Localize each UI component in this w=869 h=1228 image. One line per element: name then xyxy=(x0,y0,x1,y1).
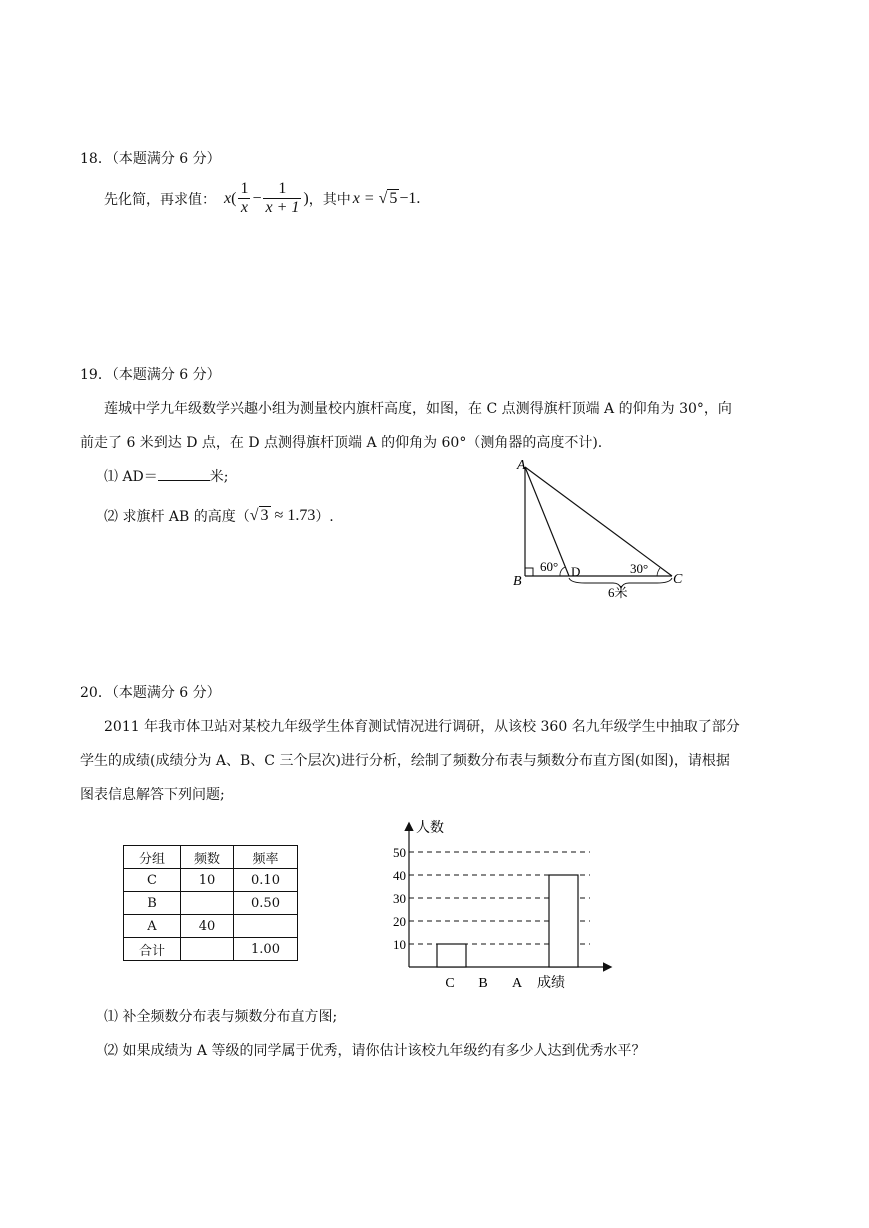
category-label: C xyxy=(445,976,455,991)
frequency-table xyxy=(123,845,298,961)
label-B: B xyxy=(513,574,522,589)
q20-body-line2: 学生的成绩(成绩分为 A、B、C 三个层次)进行分析，绘制了频数分布表与频数分布直方图(如图)，请根据 xyxy=(80,753,730,769)
y-tick-label: 40 xyxy=(393,868,406,883)
q18-sqrt: √ 5 xyxy=(378,189,398,207)
triangle-figure xyxy=(505,455,695,605)
x-axis-label: 成绩 xyxy=(537,976,565,991)
q18-close-paren: ) xyxy=(303,189,309,207)
table-header: 频数 xyxy=(181,846,234,869)
label-A: A xyxy=(517,458,526,473)
q19-part1-suffix: 米; xyxy=(209,469,229,485)
y-tick-label: 20 xyxy=(393,914,406,929)
table-cell: B xyxy=(124,892,181,915)
q19-part2-suffix: ）. xyxy=(315,509,334,525)
frequency-histogram xyxy=(380,812,625,994)
table-cell xyxy=(234,915,298,938)
y-axis-label: 人数 xyxy=(416,821,444,836)
q20-part1: ⑴ 补全频数分布表与频数分布直方图; xyxy=(104,1009,338,1025)
label-D: D xyxy=(571,564,581,579)
q18-line xyxy=(104,180,420,217)
q18-x: x xyxy=(224,189,232,207)
q18-frac2-den: x + 1 xyxy=(265,199,300,216)
q19-approx: ≈ 1.73 xyxy=(274,507,316,524)
q19-sqrt-radicand: 3 xyxy=(260,507,269,524)
q19-body-line1: 莲城中学九年级数学兴趣小组为测量校内旗杆高度，如图，在 C 点测得旗杆顶端 A 的仰角为 30°，向 xyxy=(104,401,732,417)
q19-sqrt: √ 3 xyxy=(249,507,269,524)
q18-where-tail: −1. xyxy=(399,189,421,207)
table-cell: 0.10 xyxy=(234,869,298,892)
category-labels xyxy=(445,976,523,991)
y-tick-labels xyxy=(393,845,406,952)
table-header: 分组 xyxy=(124,846,181,869)
table-cell: 1.00 xyxy=(234,938,298,961)
table-cell xyxy=(181,892,234,915)
table-cell: C xyxy=(124,869,181,892)
q18-frac2-num: 1 xyxy=(263,180,301,199)
q18-fraction-2 xyxy=(263,180,301,217)
q20-heading: 20．（本题满分 6 分） xyxy=(80,685,221,701)
y-tick-label: 10 xyxy=(393,937,406,952)
q18-prompt: 先化简，再求值： xyxy=(104,191,216,208)
table-cell: A xyxy=(124,915,181,938)
q19-part2 xyxy=(104,506,334,526)
angle-arc-C xyxy=(657,568,660,576)
table-cell: 合计 xyxy=(124,938,181,961)
table-cell xyxy=(181,938,234,961)
table-header-row xyxy=(124,846,298,869)
q18-frac1-num: 1 xyxy=(240,180,249,197)
q18-where-lhs: x = xyxy=(352,189,375,207)
distance-label: 6米 xyxy=(608,585,628,600)
q18-fraction-1 xyxy=(238,180,250,217)
table-cell: 10 xyxy=(181,869,234,892)
q19-part1 xyxy=(104,466,229,486)
q19-part2-prefix: ⑵ 求旗杆 AB 的高度（ xyxy=(104,509,250,525)
q18-minus: − xyxy=(252,189,262,207)
answer-blank xyxy=(158,468,210,481)
q19-body-line2: 前走了 6 米到达 D 点，在 D 点测得旗杆顶端 A 的仰角为 60°（测角器的高度不计). xyxy=(80,435,603,451)
bar-A xyxy=(549,875,578,967)
q18-frac1-den: x xyxy=(240,199,248,216)
category-label: B xyxy=(478,976,488,991)
bar-C xyxy=(437,944,466,967)
y-tick-label: 30 xyxy=(393,891,406,906)
angle-label-D: 60° xyxy=(540,559,559,574)
table-row xyxy=(124,869,298,892)
q19-part1-prefix: ⑴ AD＝ xyxy=(104,469,158,485)
q18-open-paren: ( xyxy=(231,189,237,207)
q18-sqrt-radicand: 5 xyxy=(389,189,398,207)
q20-body-line1: 2011 年我市体卫站对某校九年级学生体育测试情况进行调研，从该校 360 名九年级学生中抽取了部分 xyxy=(104,719,740,735)
q20-body-line3: 图表信息解答下列问题; xyxy=(80,787,225,803)
q18-where-text: ，其中 xyxy=(308,191,351,208)
q20-part2: ⑵ 如果成绩为 A 等级的同学属于优秀，请你估计该校九年级约有多少人达到优秀水平？ xyxy=(104,1043,646,1059)
right-angle-mark xyxy=(525,568,533,576)
angle-arc-D xyxy=(560,567,565,576)
table-row xyxy=(124,938,298,961)
table-row xyxy=(124,915,298,938)
q18-heading: 18．（本题满分 6 分） xyxy=(80,151,221,167)
table-cell: 40 xyxy=(181,915,234,938)
category-label: A xyxy=(511,976,523,991)
label-C: C xyxy=(673,572,683,587)
table-row xyxy=(124,892,298,915)
table-cell: 0.50 xyxy=(234,892,298,915)
q19-heading: 19．（本题满分 6 分） xyxy=(80,367,221,383)
y-tick-label: 50 xyxy=(393,845,406,860)
table-header: 频率 xyxy=(234,846,298,869)
angle-label-C: 30° xyxy=(630,561,649,576)
